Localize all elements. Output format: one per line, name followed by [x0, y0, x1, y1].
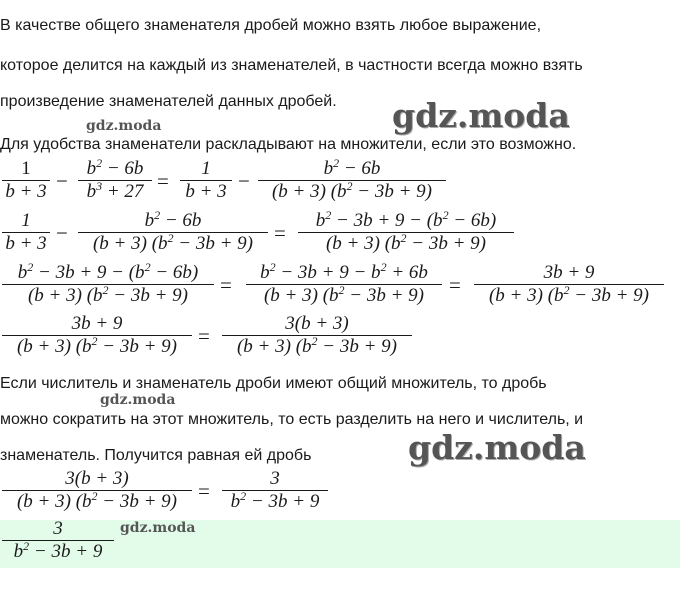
equation-1 — [0, 158, 680, 210]
fraction: $\frac{b^2 - 3b + 9 - b^2 + 6b}{(b + 3) (b^2 - 3b + 9)}$ — [246, 262, 442, 307]
text-line-3: произведение знаменателей данных дробей. — [0, 93, 337, 110]
equation-5 — [0, 468, 680, 520]
fraction: $\frac{b^2 - 6b}{(b + 3) (b^2 - 3b + 9)}$ — [258, 158, 446, 203]
equals-sign: = — [274, 221, 286, 245]
text-line-6: можно сократить на этот множитель, то есть разделить на него и числитель, и — [0, 411, 584, 428]
equals-sign: = — [449, 273, 461, 297]
fraction: $\frac{3}{b^2 - 3b + 9}$ — [222, 468, 328, 513]
watermark-logo: gdz.moda — [86, 118, 162, 134]
fraction: $\frac{3b + 9}{(b + 3) (b^2 - 3b + 9)}$ — [2, 313, 192, 358]
equals-sign: = — [220, 273, 232, 297]
fraction: $\frac{b^2 - 3b + 9 - (b^2 - 6b)}{(b + 3) (b^2 - 3b + 9)}$ — [2, 262, 214, 307]
fraction: $\frac{3b + 9}{(b + 3) (b^2 - 3b + 9)}$ — [474, 262, 664, 307]
fraction: $\frac{1}{b + 3}$ — [2, 210, 50, 255]
fraction: $\frac{b^2 - 6b}{b^3 + 27}$ — [78, 158, 152, 203]
answer-box — [0, 520, 680, 568]
equation-4 — [0, 313, 680, 365]
text-line-4: Для удобства знаменатели раскладывают на множители, если это возможно. — [0, 136, 577, 153]
text-line-7: знаменатель. Получится равная ей дробь — [0, 447, 312, 464]
minus-sign: − — [56, 169, 68, 193]
answer-fraction: $\frac{3}{b^2 - 3b + 9}$ — [2, 518, 114, 563]
minus-sign: − — [238, 169, 250, 193]
text-line-2: которое делится на каждый из знаменателей, в частности всегда можно взять — [0, 57, 583, 74]
fraction: $\frac{b^2 - 6b}{(b + 3) (b^2 - 3b + 9)}$ — [78, 210, 268, 255]
watermark-logo: gdz.moda — [100, 392, 176, 408]
fraction: $\frac{1}{b + 3}$ — [2, 158, 50, 203]
equals-sign: = — [198, 324, 210, 348]
text-line-1: В качестве общего знаменателя дробей можно взять любое выражение, — [0, 17, 542, 34]
fraction: $\frac{3(b + 3)}{(b + 3) (b^2 - 3b + 9)}$ — [222, 313, 412, 358]
watermark-logo: gdz.moda — [392, 96, 570, 135]
minus-sign: − — [56, 221, 68, 245]
equation-3 — [0, 262, 680, 314]
watermark-logo: gdz.moda — [120, 520, 196, 536]
fraction: $\frac{1}{b + 3}$ — [180, 158, 232, 203]
fraction: $\frac{b^2 - 3b + 9 - (b^2 - 6b)}{(b + 3) (b^2 - 3b + 9)}$ — [298, 210, 514, 255]
equals-sign: = — [198, 479, 210, 503]
watermark-logo: gdz.moda — [408, 428, 586, 467]
text-line-5: Если числитель и знаменатель дроби имеют общий множитель, то дробь — [0, 375, 547, 392]
fraction: $\frac{3(b + 3)}{(b + 3) (b^2 - 3b + 9)}$ — [2, 468, 192, 513]
equation-2 — [0, 210, 680, 262]
equals-sign: = — [157, 169, 169, 193]
